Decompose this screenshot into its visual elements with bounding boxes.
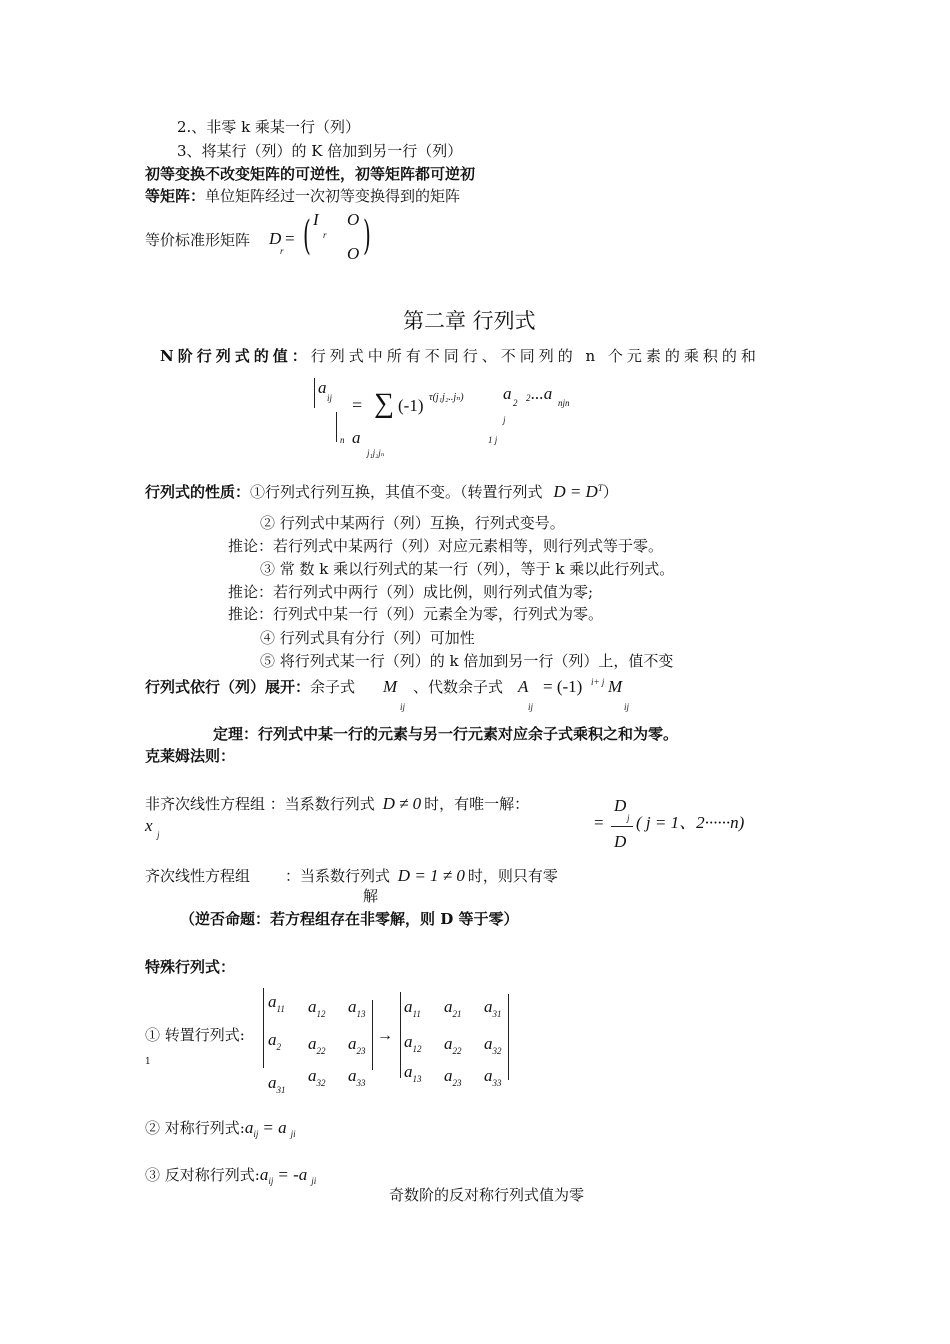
formula-1j: 1 j <box>488 435 498 445</box>
std-form-Ir-sub: r <box>323 230 327 240</box>
prop-2: ② 行列式中某两行（列）互换，行列式变号。 <box>260 514 565 532</box>
solution-range: ( j = 1、2······n) <box>636 813 745 832</box>
n-det-label: N阶行列式的值： <box>160 347 311 365</box>
expansion-line <box>145 677 355 697</box>
matrix-entry: $a_{23}$ <box>444 1066 462 1088</box>
matrix-entry: $a_2$ <box>268 1030 281 1052</box>
solution-x-j: j <box>157 830 160 840</box>
solution-Dj-sub: j <box>627 813 630 823</box>
hom-math: D = 1 ≠ 0 <box>397 866 465 885</box>
matrix-entry-sub: 13 <box>412 1074 422 1084</box>
formula-tau: τ(j₁j₂..jₙ) <box>429 392 464 403</box>
std-form-left-paren: ( <box>303 213 311 259</box>
left-det-bar-l <box>263 988 264 1068</box>
hom-line <box>285 866 558 886</box>
cofactor-A: A <box>518 677 529 696</box>
elementary-matrix-label: 等矩阵： <box>145 187 206 205</box>
formula-minus-one: (-1) <box>398 396 424 415</box>
antisym-a: a <box>259 1165 269 1184</box>
hom-tail: 时，则只有零 <box>467 867 558 885</box>
symmetric-label: ② 对称行列式: <box>145 1119 245 1137</box>
matrix-entry-sub: 23 <box>452 1078 462 1088</box>
formula-bar-bottom <box>336 412 337 442</box>
prop-1: ①行列式行列互换，其值不变。（转置行列式 <box>250 483 543 501</box>
formula-j: j <box>503 415 506 425</box>
antisym-ji: ji <box>311 1176 317 1186</box>
corollary-1: 推论：若行列式中某两行（列）对应元素相等，则行列式等于零。 <box>228 537 664 555</box>
matrix-entry: $a_{11}$ <box>268 992 285 1014</box>
matrix-entry-sub: 32 <box>316 1078 326 1088</box>
antisym-label: ③ 反对称行列式: <box>145 1166 260 1184</box>
matrix-entry: $a_{12}$ <box>404 1032 422 1054</box>
formula-j1j2jn: j₁j₂jₙ <box>367 448 385 458</box>
solution-D: D <box>614 832 627 851</box>
formula-a2-sub: 2 <box>513 398 518 408</box>
matrix-entry-sub: 33 <box>356 1078 366 1088</box>
transpose-arrow: → <box>377 1027 393 1044</box>
fraction-bar <box>611 826 633 827</box>
matrix-entry-sub: 22 <box>452 1046 462 1056</box>
prop-3: ③ 常 数 k 乘以行列式的某一行（列），等于 k 乘以此行列式。 <box>260 560 675 578</box>
transpose-sub: 1 <box>145 1057 151 1067</box>
nonhom-line <box>145 794 529 814</box>
matrix-entry-sub: 23 <box>356 1046 366 1056</box>
matrix-entry-sub: 12 <box>412 1044 422 1054</box>
formula-a2: a <box>503 384 512 403</box>
formula-a: a <box>318 378 327 397</box>
right-det-bar-r <box>508 994 509 1080</box>
formula-dots-a: ...a <box>531 384 553 403</box>
hom-tail-2: 解 <box>363 887 379 905</box>
matrix-entry-sub: 22 <box>316 1046 326 1056</box>
matrix-entry-sub: 11 <box>412 1009 421 1019</box>
symmetric-eq: = a <box>262 1118 287 1137</box>
hom-text: ：当系数行列式 <box>285 867 391 885</box>
cofactor-text: 、代数余子式 <box>413 678 504 696</box>
solution-Dj: D <box>614 796 627 815</box>
symmetric-a: a <box>244 1118 254 1137</box>
cofactor-M-ij: ij <box>624 702 630 712</box>
prop-5: ⑤ 将行列式某一行（列）的 k 倍加到另一行（列）上，值不变 <box>260 652 674 670</box>
chapter-title: 第二章 行列式 <box>403 309 536 333</box>
elementary-matrix-text: 单位矩阵经过一次初等变换得到的矩阵 <box>205 187 461 205</box>
matrix-entry-sub: 33 <box>492 1078 502 1088</box>
formula-n: n <box>340 435 345 445</box>
minor-M: M <box>383 677 398 696</box>
matrix-entry-sub: 31 <box>492 1009 502 1019</box>
nonhom-tail: 时，有唯一解： <box>424 795 530 813</box>
formula-a2-sup: 2 <box>526 393 531 403</box>
matrix-entry-sub: 21 <box>452 1009 462 1019</box>
formula-eq: = <box>352 395 363 415</box>
formula-a-low: a <box>352 428 361 447</box>
hom-label: 齐次线性方程组 <box>145 867 251 885</box>
minor-text: 余子式 <box>310 678 356 696</box>
std-form-label: 等价标准形矩阵 <box>145 231 251 249</box>
right-det-bar-l <box>400 992 401 1078</box>
matrix-entry-sub: 2 <box>276 1042 281 1052</box>
elementary-bold-line: 初等变换不改变矩阵的可逆性，初等矩阵都可逆初 <box>145 165 476 183</box>
matrix-entry: $a_{11}$ <box>404 997 421 1019</box>
formula-bar-top <box>314 378 315 408</box>
matrix-entry: $a_{31}$ <box>484 997 502 1019</box>
matrix-entry: $a_{32}$ <box>484 1034 502 1056</box>
theorem: 定理：行列式中某一行的元素与另一行元素对应余子式乘积之和为零。 <box>213 725 679 743</box>
cofactor-M: M <box>608 677 623 696</box>
expansion-label: 行列式依行（列）展开： <box>145 678 311 696</box>
corollary-3: 推论：行列式中某一行（列）元素全为零，行列式为零。 <box>228 605 604 623</box>
special-label: 特殊行列式： <box>145 958 236 976</box>
matrix-entry-sub: 11 <box>276 1004 285 1014</box>
std-form-O2: O <box>347 244 360 263</box>
symmetric-line <box>145 1118 296 1144</box>
matrix-entry: $a_{23}$ <box>348 1034 366 1056</box>
contrapositive: （逆否命题：若方程组存在非零解，则 D 等于零） <box>180 910 519 928</box>
std-form-I: I <box>313 210 319 229</box>
matrix-entry: $a_{13}$ <box>404 1062 422 1084</box>
prop-1-math: D = D <box>553 482 598 501</box>
antisym-ij: ij <box>268 1176 274 1186</box>
corollary-2: 推论：若行列式中两行（列）成比例，则行列式值为零; <box>228 583 594 601</box>
odd-order-note: 奇数阶的反对称行列式值为零 <box>389 1186 585 1204</box>
matrix-entry: $a_{12}$ <box>308 997 326 1019</box>
antisym-eq: = -a <box>277 1165 308 1184</box>
n-det-def <box>160 346 760 366</box>
matrix-entry: $a_{22}$ <box>308 1034 326 1056</box>
matrix-entry-sub: 31 <box>276 1085 286 1095</box>
std-form-O1: O <box>347 210 360 229</box>
matrix-entry: $a_{21}$ <box>444 997 462 1019</box>
nonhom-text: 非齐次线性方程组 ：当系数行列式 <box>145 795 375 813</box>
matrix-entry-sub: 13 <box>356 1009 366 1019</box>
matrix-entry: $a_{13}$ <box>348 997 366 1019</box>
std-form-D: D <box>269 229 282 248</box>
cramer-label: 克莱姆法则： <box>145 747 236 765</box>
symmetric-ji: ji <box>290 1129 296 1139</box>
symmetric-ij: ij <box>253 1129 259 1139</box>
nonhom-math: D ≠ 0 <box>382 794 422 813</box>
prop-1-T: T <box>597 483 603 493</box>
solution-x: x <box>145 816 153 835</box>
props-label: 行列式的性质： <box>145 483 251 501</box>
formula-sum: ∑ <box>374 388 394 419</box>
prop-1-close: ） <box>602 483 618 501</box>
elementary-matrix-def <box>145 186 460 206</box>
cofactor-pow: i+ j <box>591 677 605 687</box>
antisym-line <box>145 1165 316 1191</box>
op2-text: 2.、非零 k 乘某一行（列） <box>177 118 360 136</box>
matrix-entry: $a_{31}$ <box>268 1073 286 1095</box>
std-form-r-sub: r <box>280 246 284 256</box>
minor-ij: ij <box>400 702 406 712</box>
props-line-1 <box>145 478 618 502</box>
matrix-entry-sub: 12 <box>316 1009 326 1019</box>
cofactor-ij: ij <box>528 702 534 712</box>
op3-text: 3、将某行（列）的 K 倍加到另一行（列） <box>177 142 463 160</box>
formula-ij: ij <box>327 393 333 403</box>
solution-eq: = <box>594 813 604 832</box>
std-form-right-paren: ) <box>363 213 371 259</box>
matrix-entry-sub: 32 <box>492 1046 502 1056</box>
formula-njn: njn <box>558 398 570 408</box>
std-form-eq: = <box>285 229 295 248</box>
left-det-bar-r <box>372 1000 373 1070</box>
matrix-entry: $a_{33}$ <box>484 1066 502 1088</box>
n-det-text: 行列式中所有不同行、不同列的 n 个元素的乘积的和 <box>310 347 760 365</box>
transpose-label: ① 转置行列式: <box>145 1026 245 1044</box>
matrix-entry: $a_{33}$ <box>348 1066 366 1088</box>
prop-4: ④ 行列式具有分行（列）可加性 <box>260 629 475 647</box>
matrix-entry: $a_{22}$ <box>444 1034 462 1056</box>
matrix-entry: $a_{32}$ <box>308 1066 326 1088</box>
cofactor-eq: = (-1) <box>543 677 583 696</box>
